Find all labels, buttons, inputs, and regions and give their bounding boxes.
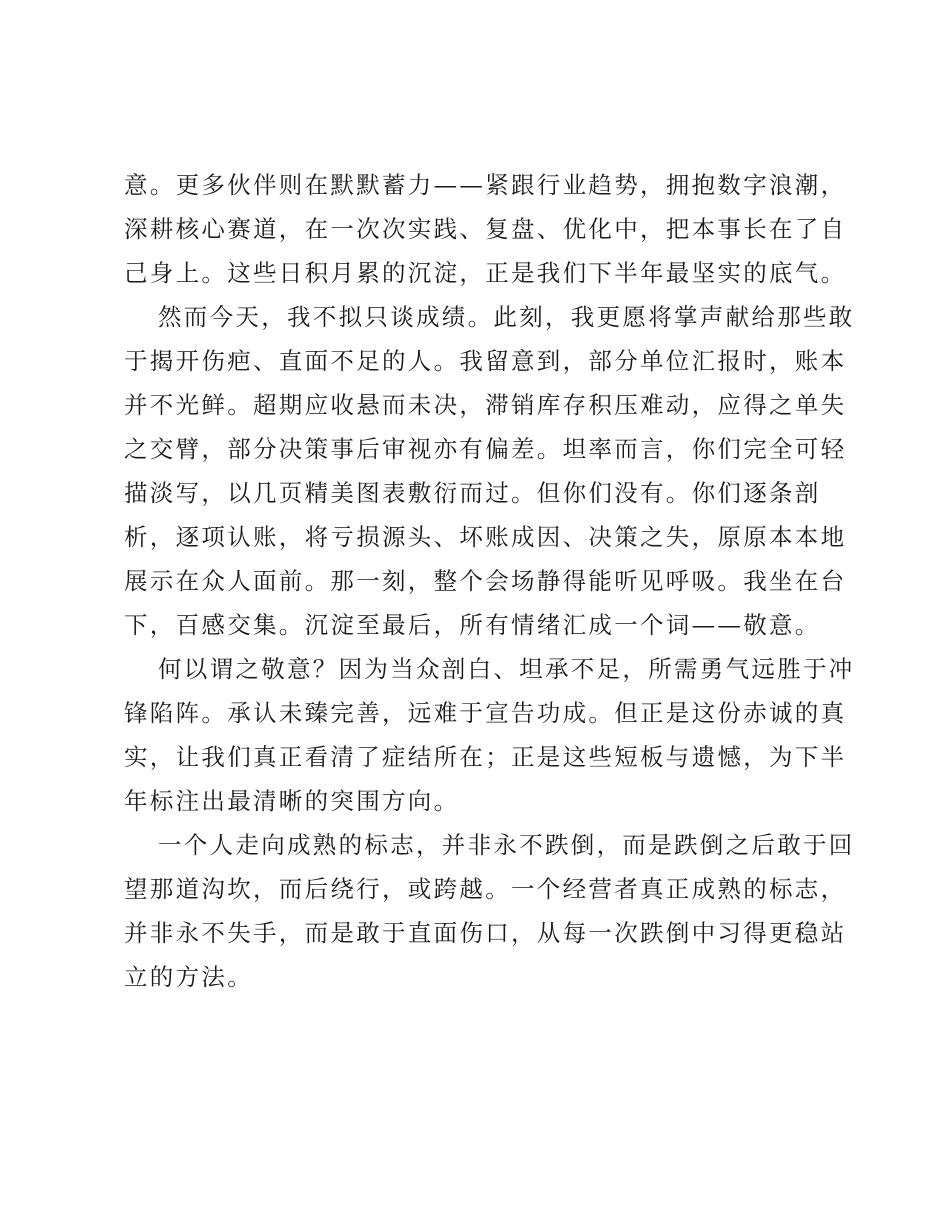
text-line: 己身上。这些日积月累的沉淀，正是我们下半年最坚实的底气。 [124,259,847,287]
text-line: 年标注出最清晰的突围方向。 [124,787,460,815]
paragraph-start-line: 一个人走向成熟的标志，并非永不跌倒，而是跌倒之后敢于回 [158,831,855,859]
text-line: 并不光鲜。超期应收悬而未决，滞销库存积压难动，应得之单失 [124,391,847,419]
text-line: 锋陷阵。承认未臻完善，远难于宣告功成。但正是这份赤诚的真 [124,699,847,727]
paragraph-start-line: 何以谓之敬意？因为当众剖白、坦承不足，所需勇气远胜于冲 [158,655,855,683]
text-line: 立的方法。 [124,963,253,991]
text-line: 望那道沟坎，而后绕行，或跨越。一个经营者真正成熟的标志， [124,875,847,903]
text-line: 展示在众人面前。那一刻，整个会场静得能听见呼吸。我坐在台 [124,567,847,595]
document-body [124,163,855,999]
text-line: 描淡写，以几页精美图表敷衍而过。但你们没有。你们逐条剖 [124,479,821,507]
text-line: 下，百感交集。沉淀至最后，所有情绪汇成一个词——敬意。 [124,611,821,639]
text-line: 析，逐项认账，将亏损源头、坏账成因、决策之失，原原本本地 [124,523,847,551]
text-line: 实，让我们真正看清了症结所在；正是这些短板与遗憾，为下半 [124,743,847,771]
text-line: 于揭开伤疤、直面不足的人。我留意到，部分单位汇报时，账本 [124,347,847,375]
paragraph-start-line: 然而今天，我不拟只谈成绩。此刻，我更愿将掌声献给那些敢 [158,303,855,331]
text-line: 深耕核心赛道，在一次次实践、复盘、优化中，把本事长在了自 [124,215,847,243]
text-line: 之交臂，部分决策事后审视亦有偏差。坦率而言，你们完全可轻 [124,435,847,463]
text-line: 意。更多伙伴则在默默蓄力——紧跟行业趋势，拥抱数字浪潮， [124,171,847,199]
text-line: 并非永不失手，而是敢于直面伤口，从每一次跌倒中习得更稳站 [124,919,847,947]
